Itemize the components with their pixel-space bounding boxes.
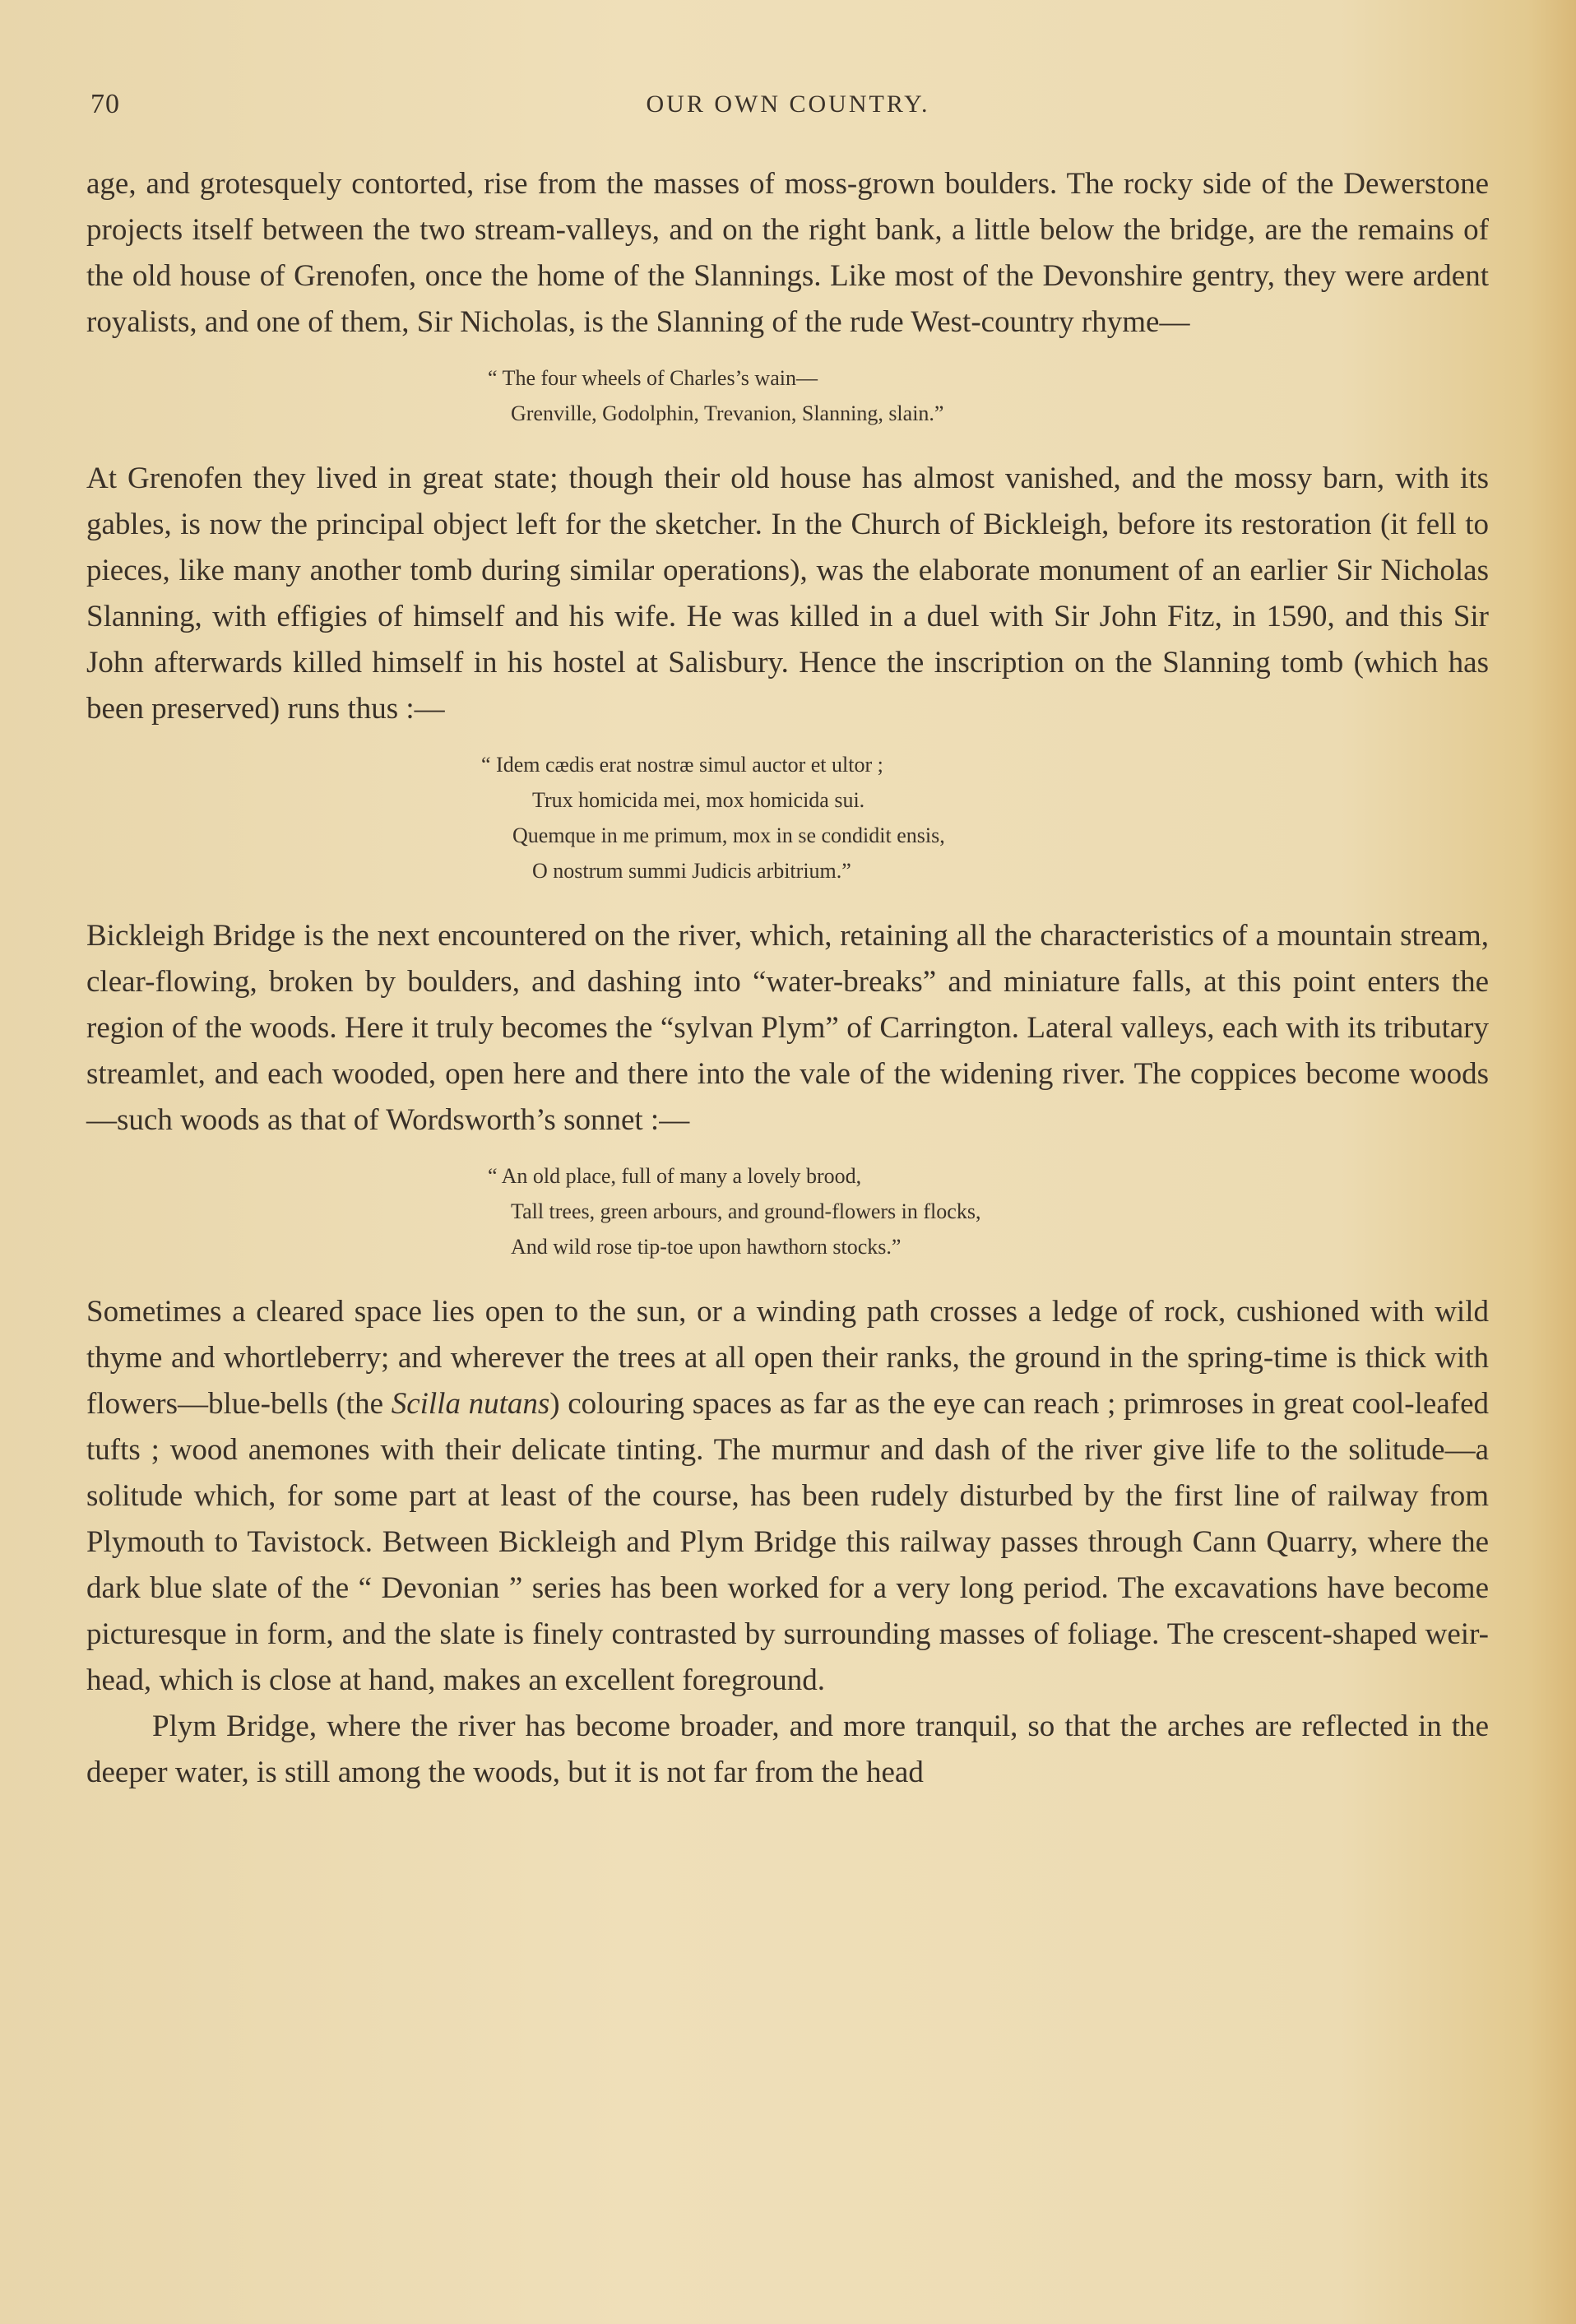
paragraph-4-text-cont: ) colouring spaces as far as the eye can reach ; primroses in great cool-leafed tufts ; wood anemones with their delicate tinting. The murmur and dash of the river give life to the solitude—a solitude which, for some part at least of the course, has been rudely disturbed by the first line of railway from Plymouth to Tavistock. Between Bickleigh and Plym Bridge this railway passes through Cann Quarry, where the dark blue slate of the “ Devonian ” series has been worked for a very long period. The excavations have become picturesque in form, and the slate is finely contrasted by surrounding masses of foliage. The crescent-shaped weir-head, which is close at hand, makes an excellent foreground.	[86, 1387, 1489, 1697]
quote-line: Trux homicida mei, mox homicida sui.	[532, 788, 865, 812]
quote-line: Quemque in me primum, mox in se condidit ensis,	[512, 823, 945, 847]
paragraph-4	[86, 1289, 1489, 1704]
quote-line: O nostrum summi Judicis arbitrium.”	[532, 859, 851, 883]
paragraph-4-text: Sometimes a cleared space lies open to the sun, or a winding path crosses a ledge of rock, cushioned with wild thyme and whortleberry; and wherever the trees at all open their ranks, the ground in the spring-time is thick with flowers—blue-bells (the	[86, 1295, 1489, 1421]
quote-line: “ An old place, full of many a lovely brood,	[488, 1164, 862, 1188]
quote-rhyme	[488, 346, 1489, 456]
botanical-name: Scilla nutans	[391, 1387, 550, 1421]
page-header	[90, 82, 1486, 132]
quote-line: “ The four wheels of Charles’s wain—	[488, 366, 818, 390]
paragraph-1: age, and grotesquely contorted, rise from the masses of moss-grown boulders. The rocky side of the Dewerstone projects itself between the two stream-valleys, and on the right bank, a little below the bridge, are the remains of the old house of Grenofen, once the home of the Slannings. Like most of the Devonshire gentry, they were ardent royalists, and one of them, Sir Nicholas, is the Slanning of the rude West-country rhyme—	[86, 167, 1489, 339]
quote-line: And wild rose tip-toe upon hawthorn stocks.”	[511, 1235, 902, 1259]
quote-sonnet	[488, 1143, 1489, 1289]
running-title: OUR OWN COUNTRY.	[646, 90, 930, 118]
paragraph-3: Bickleigh Bridge is the next encountered on the river, which, retaining all the characteristics of a mountain stream, clear-flowing, broken by boulders, and dashing into “water-breaks” and miniature falls, at this point enters the region of the woods. Here it truly becomes the “sylvan Plym” of Carrington. Lateral valleys, each with its tributary streamlet, and each wooded, open here and there into the vale of the widening river. The coppices become woods—such woods as that of Wordsworth’s sonnet :—	[86, 919, 1489, 1137]
paragraph-5: Plym Bridge, where the river has become broader, and more tranquil, so that the arches are reflected in the deeper water, is still among the woods, but it is not far from the head	[86, 1709, 1489, 1789]
quote-line: “ Idem cædis erat nostræ simul auctor et ultor ;	[481, 753, 883, 777]
page-body	[86, 161, 1489, 1796]
page-number: 70	[90, 89, 120, 119]
paragraph-2: At Grenofen they lived in great state; though their old house has almost vanished, and the mossy barn, with its gables, is now the principal object left for the sketcher. In the Church of Bickleigh, before its restoration (it fell to pieces, like many another tomb during similar operations), was the elaborate monument of an earlier Sir Nicholas Slanning, with effigies of himself and his wife. He was killed in a duel with Sir John Fitz, in 1590, and this Sir John afterwards killed himself in his hostel at Salisbury. Hence the inscription on the Slanning tomb (which has been preserved) runs thus :—	[86, 462, 1489, 726]
quote-inscription	[481, 732, 1489, 913]
quote-line: Tall trees, green arbours, and ground-flowers in flocks,	[511, 1199, 981, 1223]
quote-line: Grenville, Godolphin, Trevanion, Slanning, slain.”	[511, 401, 944, 425]
